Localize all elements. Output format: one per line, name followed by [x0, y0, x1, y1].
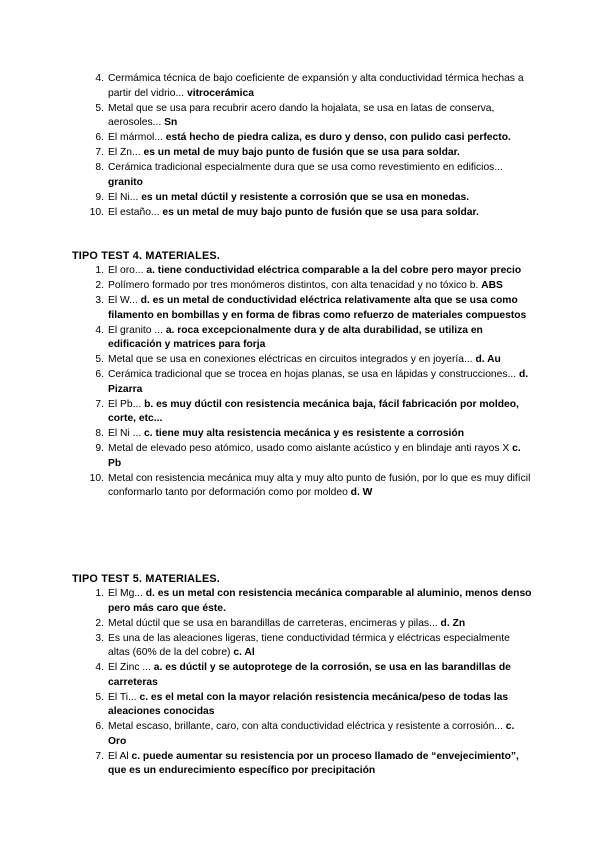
list-item: [72, 427, 532, 442]
list-item: [72, 72, 532, 101]
list-item: [72, 368, 532, 397]
answer-text: b. es muy dúctil con resistencia mecánica baja, fácil fabricación por moldeo, corte, etc...: [108, 398, 519, 424]
answer-text: a. tiene conductividad eléctrica comparable a la del cobre pero mayor precio: [146, 265, 522, 276]
question-text: El mármol...: [108, 132, 166, 143]
list-item: [72, 720, 532, 749]
item-number: 3.: [95, 295, 104, 306]
answer-text: está hecho de piedra caliza, es duro y denso, con pulido casi perfecto.: [165, 132, 511, 143]
question-list: [72, 264, 532, 501]
item-number: 1.: [95, 265, 104, 276]
answer-text: c. Oro: [108, 721, 515, 747]
item-number: 5.: [95, 102, 104, 114]
previous-test-continued: [72, 72, 532, 221]
question-text: Metal con resistencia mecánica muy alta y muy alto punto de fusión, por lo que es muy difícil conformarlo tanto por deformación como por moldeo: [108, 472, 531, 498]
answer-text: a. roca excepcionalmente dura y de alta durabilidad, se utiliza en edificación y matrices para forja: [108, 324, 483, 350]
answer-text: d. Zn: [440, 617, 466, 629]
section-heading: TIPO TEST 5. MATERIALES.: [72, 573, 220, 585]
item-number: 8.: [95, 162, 104, 173]
question-text: El granito ...: [108, 324, 166, 336]
answer-text: c. Al: [233, 647, 255, 658]
question-text: Metal de elevado peso atómico, usado como aislante acústico y en blindaje anti rayos X: [108, 443, 513, 454]
item-number: 2.: [95, 280, 104, 291]
item-number: 5.: [95, 354, 104, 365]
question-text: Cerámica tradicional especialmente dura que se usa como revestimiento en edificios...: [108, 162, 503, 173]
question-text: Metal dúctil que se usa en barandillas de carreteras, encimeras y pilas...: [108, 617, 441, 629]
item-number: 1.: [95, 588, 104, 599]
answer-text: d. Pizarra: [108, 369, 529, 395]
answer-text: c. tiene muy alta resistencia mecánica y es resistente a corrosión: [144, 428, 464, 439]
list-item: [72, 324, 532, 353]
answer-text: Sn: [164, 117, 178, 128]
question-text: Metal escaso, brillante, caro, con alta conductividad eléctrica y resistente a corrosión...: [108, 721, 506, 732]
answer-text: es un metal dúctil y resistente a corrosión que se usa en monedas.: [141, 191, 470, 203]
question-text: El Pb...: [108, 398, 145, 410]
list-item: [72, 161, 532, 190]
answer-text: c. es el metal con la mayor relación resistencia mecánica/peso de todas las aleaciones conocidas: [108, 691, 509, 717]
question-text: Cermámica técnica de bajo coeficiente de expansión y alta conductividad térmica hechas a partir del vidrio...: [108, 73, 524, 99]
item-number: 10.: [89, 206, 104, 218]
list-item: [72, 264, 532, 279]
question-text: El Ni...: [108, 191, 142, 203]
item-number: 9.: [95, 191, 104, 203]
question-text: Cerámica tradicional que se trocea en hojas planas, se usa en lápidas y construcciones...: [108, 369, 519, 380]
answer-text: d. es un metal con resistencia mecánica comparable al aluminio, menos denso pero más caro que éste.: [108, 588, 532, 614]
list-item: [72, 146, 532, 161]
test-5-section: [72, 572, 532, 779]
item-number: 2.: [95, 617, 104, 629]
answer-text: d. Au: [475, 354, 501, 365]
answer-text: a. es dúctil y se autoprotege de la corrosión, se usa en las barandillas de carreteras: [108, 662, 511, 688]
list-item: [72, 191, 532, 206]
list-item: [72, 617, 532, 632]
list-item: [72, 294, 532, 323]
answer-text: es un metal de muy bajo punto de fusión que se usa para soldar.: [162, 206, 479, 218]
question-text: El W...: [108, 295, 141, 306]
question-list: [72, 72, 532, 220]
list-item: [72, 587, 532, 616]
question-text: Es una de las aleaciones ligeras, tiene conductividad térmica y eléctricas especialmente altas (60% de la del cobre): [108, 632, 510, 658]
answer-text: c. puede aumentar su resistencia por un proceso llamado de “envejecimiento”, que es un endurecimiento específico por precipitación: [108, 750, 519, 776]
item-number: 6.: [95, 369, 104, 380]
answer-text: ABS: [481, 280, 503, 291]
question-text: Metal que se usa en conexiones eléctricas en circuitos integrados y en joyería...: [108, 354, 476, 365]
question-text: El Ni ...: [108, 428, 145, 439]
list-item: [72, 750, 532, 779]
question-text: El Zinc ...: [108, 662, 154, 673]
question-text: El oro...: [108, 265, 147, 276]
question-list: [72, 587, 532, 779]
list-item: [72, 102, 532, 131]
list-item: [72, 472, 532, 501]
item-number: 7.: [95, 398, 104, 410]
item-number: 3.: [95, 632, 104, 644]
item-number: 7.: [95, 147, 104, 158]
list-item: [72, 398, 532, 427]
question-text: El Al: [108, 750, 132, 762]
item-number: 4.: [95, 324, 104, 336]
answer-text: d. W: [350, 487, 373, 498]
list-item: [72, 353, 532, 368]
section-heading: TIPO TEST 4. MATERIALES.: [72, 250, 220, 262]
item-number: 6.: [95, 721, 104, 732]
item-number: 4.: [95, 73, 104, 84]
answer-text: es un metal de muy bajo punto de fusión que se usa para soldar.: [143, 147, 460, 158]
list-item: [72, 442, 532, 471]
answer-text: c. Pb: [108, 443, 521, 469]
item-number: 8.: [95, 428, 104, 439]
question-text: Polímero formado por tres monómeros distintos, con alta tenacidad y no tóxico b.: [108, 280, 482, 291]
answer-text: vitrocerámica: [186, 87, 254, 99]
list-item: [72, 691, 532, 720]
question-text: El Mg...: [108, 588, 146, 599]
item-number: 9.: [95, 443, 104, 454]
item-number: 5.: [95, 691, 104, 703]
item-number: 7.: [95, 750, 104, 762]
answer-text: granito: [108, 176, 143, 188]
question-text: Metal que se usa para recubrir acero dando la hojalata, se usa en latas de conserva, aerosoles...: [108, 102, 495, 128]
question-text: El Zn...: [108, 147, 144, 158]
answer-text: d. es un metal de conductividad eléctrica relativamente alta que se usa como filamento en bombillas y en forma de fibras como refuerzo de materiales compuestos: [108, 295, 527, 321]
list-item: [72, 131, 532, 146]
test-4-section: [72, 249, 532, 501]
question-text: El estaño...: [108, 206, 163, 218]
question-text: El Ti...: [108, 691, 140, 703]
list-item: [72, 661, 532, 690]
item-number: 10.: [89, 472, 104, 484]
list-item: [72, 632, 532, 661]
list-item: [72, 206, 532, 221]
item-number: 4.: [95, 662, 104, 673]
item-number: 6.: [95, 132, 104, 143]
list-item: [72, 279, 532, 294]
